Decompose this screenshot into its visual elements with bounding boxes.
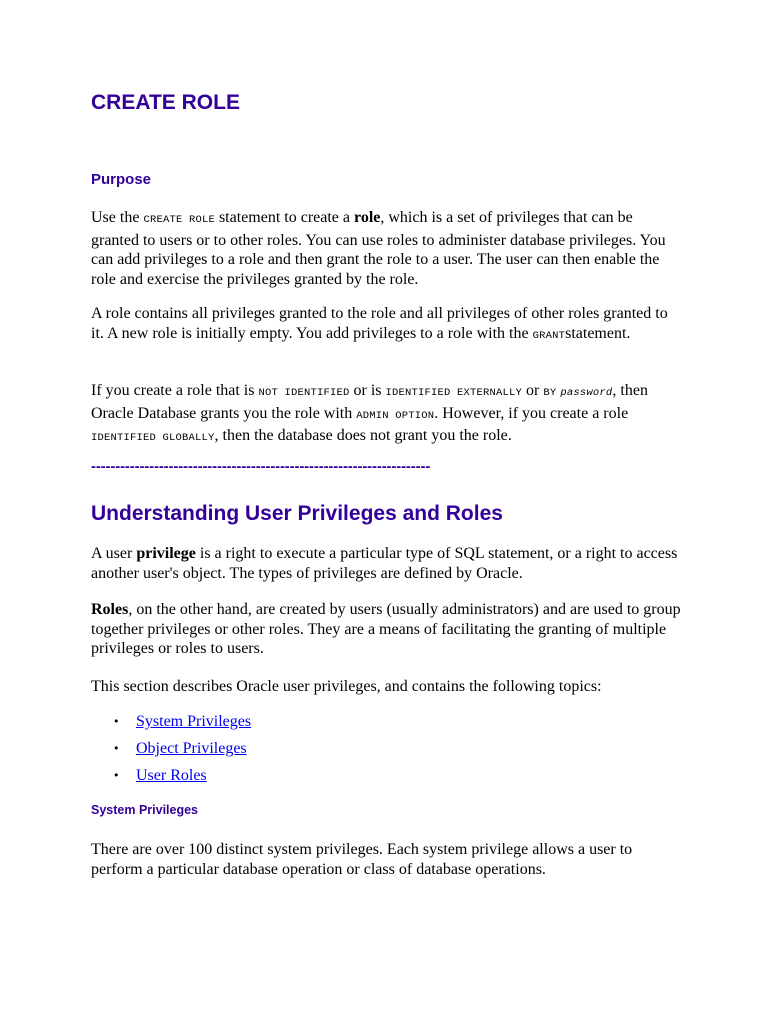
text-run: , which is a set of privileges that can be granted to users or to other roles. You can use roles to administer database privileges. You can add privileges to a role and then grant the role to a user. The user can then enable the role and exercise the privileges granted by the role.: [91, 209, 666, 288]
text-run: A user: [91, 545, 137, 562]
text-run: is a right to execute a particular type of SQL statement, or a right to access another user's object. The types of privileges are defined by Oracle.: [91, 545, 678, 582]
page-title: CREATE ROLE: [91, 91, 240, 114]
bold-term-role: role: [354, 209, 381, 226]
code-create-role: CREATE ROLE: [143, 214, 215, 226]
system-privileges-paragraph: There are over 100 distinct system privileges. Each system privilege allows a user to perform a particular database operation or class of database operations.: [91, 841, 633, 878]
text-run: Use the: [91, 209, 144, 226]
text-run: statement.: [565, 324, 631, 342]
link-system-privileges[interactable]: System Privileges: [136, 713, 252, 730]
list-item: [91, 766, 251, 793]
purpose-paragraph-2: [91, 304, 681, 346]
link-object-privileges[interactable]: Object Privileges: [136, 740, 247, 757]
code-password: password: [560, 387, 613, 399]
bullet: •: [113, 742, 120, 755]
purpose-paragraph-1: [91, 208, 681, 289]
purpose-paragraph-3: [91, 381, 681, 449]
system-privileges-heading: System Privileges: [91, 803, 199, 817]
code-by: BY: [543, 387, 557, 399]
roles-paragraph: [91, 600, 681, 659]
bullet: •: [113, 715, 120, 728]
list-item: [91, 739, 251, 766]
text-run: A role contains all privileges granted to the role and all privileges of other roles granted to it. A new role is initially empty. You add privileges to a role with the: [91, 305, 668, 342]
topics-list: [91, 712, 251, 793]
link-user-roles[interactable]: User Roles: [136, 767, 207, 784]
text-run: , on the other hand, are created by users (usually administrators) and are used to group together privileges or other roles. They are a means of facilitating the granting of multiple privileges or roles to users.: [91, 601, 681, 657]
list-item: [91, 712, 251, 739]
text-run: or is: [349, 382, 386, 399]
bullet: •: [113, 769, 120, 782]
text-run: . However, if you create a role: [434, 404, 629, 422]
text-run: , then Oracle Database grants you the role with: [91, 382, 648, 422]
code-admin-option: ADMIN OPTION: [356, 409, 435, 422]
code-grant: GRANT: [532, 329, 566, 342]
section-intro-paragraph: This section describes Oracle user privileges, and contains the following topics:: [91, 678, 602, 695]
purpose-heading: Purpose: [91, 171, 152, 188]
text-run: If you create a role that is: [91, 382, 259, 399]
privileges-paragraph: [91, 544, 681, 583]
text-run: statement to create a: [214, 209, 354, 226]
text-run: or: [522, 382, 544, 399]
text-run: , then the database does not grant you the role.: [214, 427, 512, 444]
section-divider: ----------------------------------------------------------------------: [91, 458, 431, 475]
code-identified-externally: IDENTIFIED EXTERNALLY: [385, 387, 523, 399]
bold-term-privilege: privilege: [136, 545, 196, 562]
code-identified-globally: IDENTIFIED GLOBALLY: [91, 432, 215, 444]
section-heading: Understanding User Privileges and Roles: [91, 502, 503, 525]
code-not-identified: NOT IDENTIFIED: [258, 387, 350, 399]
bold-term-roles: Roles: [91, 601, 129, 618]
